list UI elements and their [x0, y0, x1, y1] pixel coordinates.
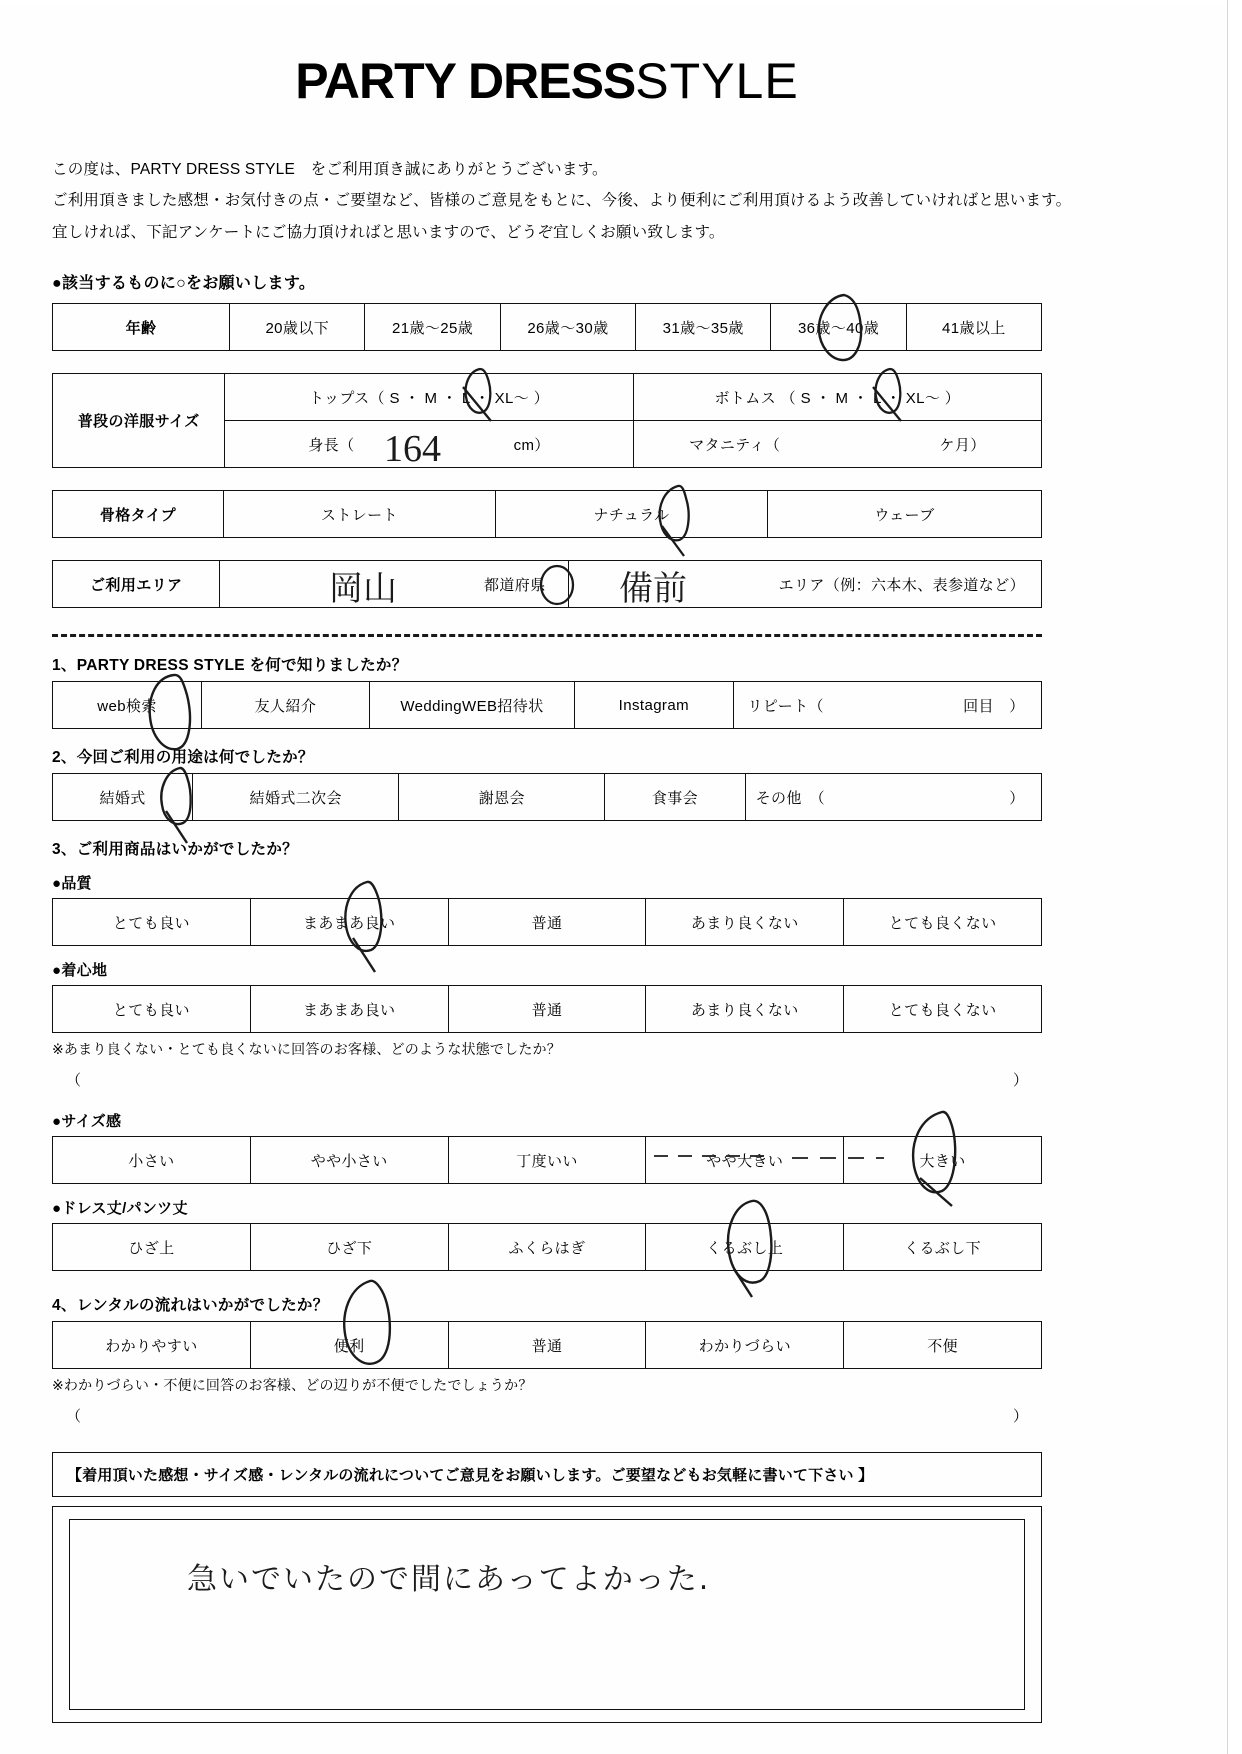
q2-other-label: その他 （	[755, 789, 826, 807]
age-table	[52, 303, 1042, 351]
page-title	[52, 52, 1042, 110]
prefecture-cell[interactable]: 都道府県	[220, 561, 568, 608]
frame-type-option-1[interactable]: ナチュラル	[495, 491, 767, 538]
age-option-3[interactable]: 31歳～35歳	[636, 304, 771, 351]
q3-comfort-table	[52, 985, 1042, 1033]
q3-length-option-2[interactable]: ふくらはぎ	[448, 1224, 646, 1271]
q3-comfort-wrap	[52, 985, 1042, 1033]
q3-quality-option-4[interactable]: とても良くない	[844, 899, 1042, 946]
q3-size-table	[52, 1136, 1042, 1184]
maternity-label: マタニティ（	[689, 436, 781, 454]
intro-line-1: この度は、PARTY DRESS STYLE をご利用頂き誠にありがとうございます。	[52, 161, 608, 178]
table-row	[53, 774, 1042, 821]
maternity-unit: ケ月）	[939, 436, 986, 454]
q4-option-2[interactable]: 普通	[448, 1322, 646, 1369]
q2-option-2[interactable]: 謝恩会	[399, 774, 605, 821]
maternity-cell[interactable]	[633, 421, 1041, 468]
age-option-2[interactable]: 26歳～30歳	[500, 304, 635, 351]
q3-comfort-option-1[interactable]: まあまあ良い	[250, 986, 448, 1033]
q4-option-1[interactable]: 便利	[250, 1322, 448, 1369]
table-row	[53, 1224, 1042, 1271]
paren-close: ）	[1012, 1072, 1028, 1090]
area-label: ご利用エリア	[53, 561, 220, 608]
q3-quality-table	[52, 898, 1042, 946]
q3-size-wrap	[52, 1136, 1042, 1184]
q1-wrap	[52, 681, 1042, 729]
q3-size-option-2[interactable]: 丁度いい	[448, 1137, 646, 1184]
question-2-label: 2、今回ご利用の用途は何でしたか？	[52, 749, 314, 767]
q2-wrap	[52, 773, 1042, 821]
table-row	[53, 304, 1042, 351]
q3-comfort-option-3[interactable]: あまり良くない	[646, 986, 844, 1033]
q3-comfort-option-2[interactable]: 普通	[448, 986, 646, 1033]
q3-size-option-3[interactable]: やや大きい	[646, 1137, 844, 1184]
area-handwritten: 備前	[619, 569, 687, 610]
frame-type-option-0[interactable]: ストレート	[223, 491, 495, 538]
q1-option-3[interactable]: Instagram	[575, 682, 733, 729]
q3-quality-wrap	[52, 898, 1042, 946]
question-4-label: 4、レンタルの流れはいかがでしたか？	[52, 1297, 329, 1315]
q2-option-1[interactable]: 結婚式二次会	[193, 774, 399, 821]
q3-comfort-bullet: ●着心地	[52, 962, 108, 980]
q4-wrap	[52, 1321, 1042, 1369]
bottoms-size-cell[interactable]: ボトムス （ S ・ M ・ L ・ XL～ ）	[633, 374, 1041, 421]
table-row	[53, 1137, 1042, 1184]
q3-comfort-option-4[interactable]: とても良くない	[844, 986, 1042, 1033]
q3-comfort-answer-line[interactable]	[52, 1069, 1042, 1090]
q3-size-option-4[interactable]: 大きい	[844, 1137, 1042, 1184]
q1-repeat-suffix: 回目 ）	[963, 697, 1025, 715]
clothing-size-wrap	[52, 373, 1042, 471]
intro-paragraph	[52, 154, 1072, 248]
clothing-size-table	[52, 373, 1042, 471]
section-divider	[52, 634, 1042, 637]
q4-note: ※わかりづらい・不便に回答のお客様、どの辺りが不便でしたでしょうか？	[52, 1377, 533, 1394]
age-option-1[interactable]: 21歳～25歳	[365, 304, 500, 351]
question-3-label: 3、ご利用商品はいかがでしたか？	[52, 841, 298, 859]
clothing-size-label: 普段の洋服サイズ	[53, 374, 225, 468]
q2-table	[52, 773, 1042, 821]
q3-quality-bullet: ●品質	[52, 875, 92, 893]
q4-option-4[interactable]: 不便	[844, 1322, 1042, 1369]
comment-handwritten-text: 急いでいたので間にあってよかった.	[187, 1562, 711, 1598]
age-option-5[interactable]: 41歳以上	[906, 304, 1041, 351]
q3-quality-option-3[interactable]: あまり良くない	[646, 899, 844, 946]
tops-size-cell[interactable]: トップス（ S ・ M ・ L ・ XL～ ）	[225, 374, 633, 421]
table-row	[53, 561, 1042, 608]
q4-option-3[interactable]: わかりづらい	[646, 1322, 844, 1369]
q3-comfort-note: ※あまり良くない・とても良くないに回答のお客様、どのような状態でしたか？	[52, 1041, 561, 1058]
paren-open: （	[66, 1408, 82, 1426]
scan-right-edge	[1227, 0, 1242, 1754]
table-row	[53, 491, 1042, 538]
q3-comfort-option-0[interactable]: とても良い	[53, 986, 251, 1033]
q3-quality-option-1[interactable]: まあまあ良い	[250, 899, 448, 946]
prefecture-handwritten: 岡山	[329, 569, 397, 610]
table-row	[53, 374, 1042, 421]
height-handwritten: 164	[384, 428, 441, 471]
comment-inner-frame	[69, 1519, 1025, 1710]
q1-table	[52, 681, 1042, 729]
q3-length-option-1[interactable]: ひざ下	[250, 1224, 448, 1271]
q3-length-option-4[interactable]: くるぶし下	[844, 1224, 1042, 1271]
intro-line-3: 宜しければ、下記アンケートにご協力頂ければと思いますので、どうぞ宜しくお願い致します。	[52, 223, 725, 241]
question-1-label: 1、PARTY DRESS STYLE を何で知りましたか？	[52, 657, 408, 675]
area-table	[52, 560, 1042, 608]
q2-option-other[interactable]	[745, 774, 1041, 821]
q1-option-1[interactable]: 友人紹介	[202, 682, 370, 729]
q4-table	[52, 1321, 1042, 1369]
q1-option-0[interactable]: web検索	[53, 682, 202, 729]
table-row	[53, 682, 1042, 729]
age-option-4[interactable]: 36歳～40歳	[771, 304, 906, 351]
comment-section	[52, 1452, 1042, 1723]
comment-header: 【着用頂いた感想・サイズ感・レンタルの流れについてご意見をお願いします。ご要望などもお気軽に書いて下さい 】	[52, 1452, 1042, 1497]
frame-type-label: 骨格タイプ	[53, 491, 224, 538]
q3-quality-option-2[interactable]: 普通	[448, 899, 646, 946]
table-row	[53, 1322, 1042, 1369]
height-cell[interactable]	[225, 421, 633, 471]
q2-option-3[interactable]: 食事会	[605, 774, 745, 821]
q3-length-table	[52, 1223, 1042, 1271]
q3-length-option-0[interactable]: ひざ上	[53, 1224, 251, 1271]
q1-repeat-label: リピート（	[747, 697, 824, 715]
comment-box[interactable]	[52, 1506, 1042, 1723]
age-label: 年齢	[53, 304, 230, 351]
area-hint-cell[interactable]: エリア（例：六本木、表参道など）	[568, 561, 1041, 608]
age-option-0[interactable]: 20歳以下	[230, 304, 365, 351]
q4-answer-line[interactable]	[52, 1405, 1042, 1426]
q3-length-wrap	[52, 1223, 1042, 1271]
height-unit: cm）	[513, 436, 550, 454]
q2-other-suffix: ）	[1009, 789, 1025, 807]
paren-close: ）	[1012, 1408, 1028, 1426]
q1-option-repeat[interactable]	[733, 682, 1041, 729]
q3-quality-option-0[interactable]: とても良い	[53, 899, 251, 946]
q3-size-option-0[interactable]: 小さい	[53, 1137, 251, 1184]
q3-size-bullet: ●サイズ感	[52, 1113, 122, 1131]
frame-type-option-2[interactable]: ウェーブ	[768, 491, 1042, 538]
table-row	[53, 899, 1042, 946]
q3-length-bullet: ●ドレス丈/パンツ丈	[52, 1200, 188, 1218]
q1-option-2[interactable]: WeddingWEB招待状	[369, 682, 574, 729]
q3-length-option-3[interactable]: くるぶし上	[646, 1224, 844, 1271]
q2-option-0[interactable]: 結婚式	[53, 774, 193, 821]
height-label: 身長（	[308, 436, 355, 454]
q4-option-0[interactable]: わかりやすい	[53, 1322, 251, 1369]
q3-size-option-1[interactable]: やや小さい	[250, 1137, 448, 1184]
age-table-wrap	[52, 303, 1042, 351]
title-light-part: STYLE	[635, 53, 799, 109]
table-row	[53, 986, 1042, 1033]
frame-type-table	[52, 490, 1042, 538]
circle-instruction: ●該当するものに○をお願いします。	[52, 275, 316, 293]
intro-line-2: ご利用頂きました感想・お気付きの点・ご要望など、皆様のご意見をもとに、今後、より便利にご利用頂けるよう改善していければと思います。	[52, 192, 1072, 210]
paren-open: （	[66, 1072, 82, 1090]
title-bold-part: PARTY DRESS	[295, 53, 636, 109]
area-wrap	[52, 560, 1042, 608]
frame-type-wrap	[52, 490, 1042, 538]
